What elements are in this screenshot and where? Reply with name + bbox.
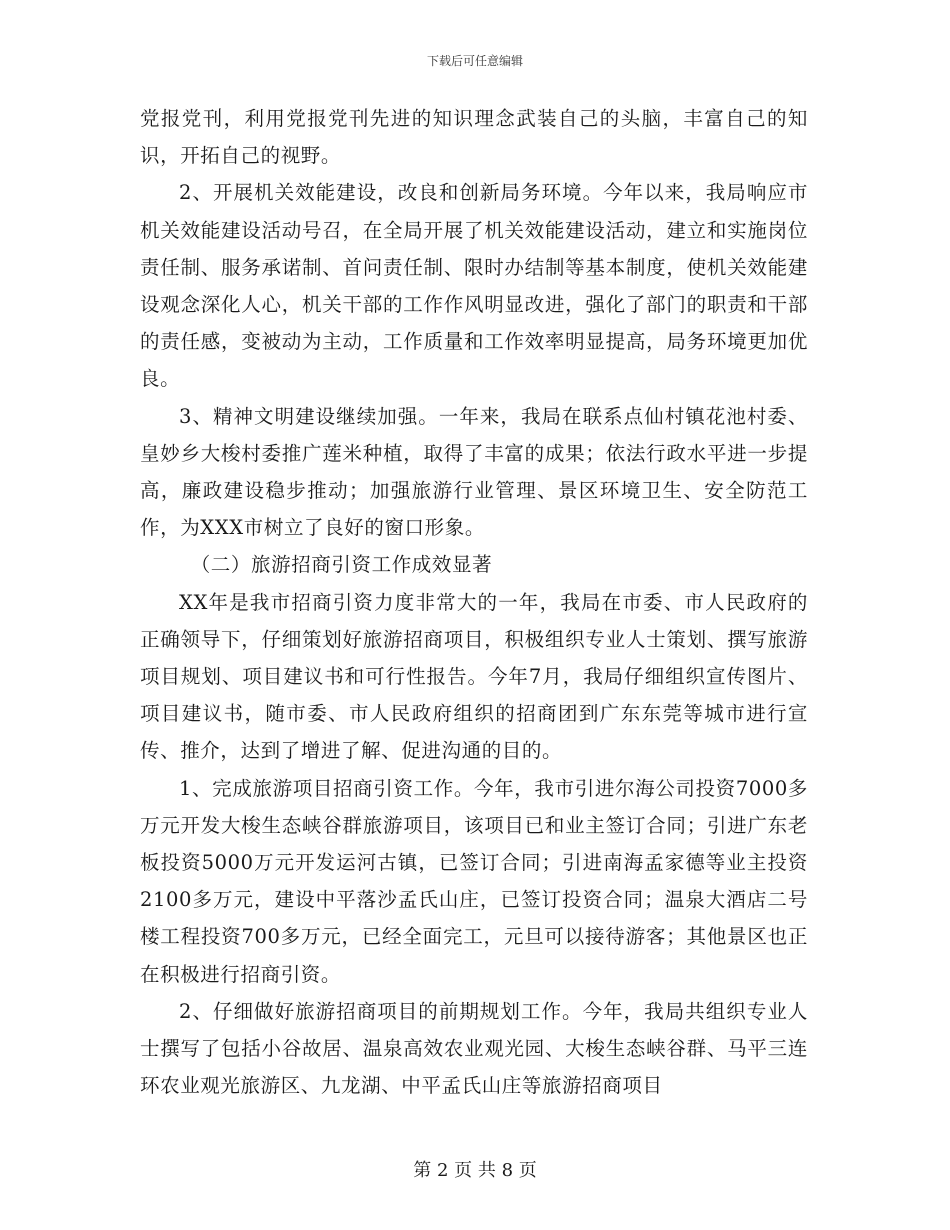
document-body	[140, 100, 808, 1104]
paragraph-investment-projects: 1、完成旅游项目招商引资工作。今年，我市引进尔海公司投资7000多万元开发大梭生态峡谷群旅游项目，该项目已和业主签订合同；引进广东老板投资5000万元开发运河古镇，已签订合同；引进南海孟家德等业主投资2100多万元，建设中平落沙孟氏山庄，已签订投资合同；温泉大酒店二号楼工程投资700多万元，已经全面完工，元旦可以接待游客；其他景区也正在积极进行招商引资。	[140, 776, 808, 986]
paragraph-planning: 2、仔细做好旅游招商项目的前期规划工作。今年，我局共组织专业人士撰写了包括小谷故居、温泉高效农业观光园、大梭生态峡谷群、马平三连环农业观光旅游区、九龙湖、中平孟氏山庄等旅游招商项目	[140, 999, 808, 1098]
section-heading: （二）旅游招商引资工作成效显著	[190, 553, 493, 577]
paragraph-investment-intro: XX年是我市招商引资力度非常大的一年，我局在市委、市人民政府的正确领导下，仔细策划好旅游招商项目，积极组织专业人士策划、撰写旅游项目规划、项目建议书和可行性报告。今年7月，我局仔细组织宣传图片、项目建议书，随市委、市人民政府组织的招商团到广东东莞等城市进行宣传、推介，达到了增进了解、促进沟通的目的。	[140, 590, 808, 763]
page-footer: 第 2 页 共 8 页	[413, 1160, 537, 1181]
page-header: 下载后可任意编辑	[426, 54, 523, 68]
paragraph-continuation: 党报党刊，利用党报党刊先进的知识理念武装自己的头脑，丰富自己的知识，开拓自己的视野。	[140, 107, 808, 168]
paragraph-efficiency: 2、开展机关效能建设，改良和创新局务环境。今年以来，我局响应市机关效能建设活动号召，在全局开展了机关效能建设活动，建立和实施岗位责任制、服务承诺制、首问责任制、限时办结制等基本制度，使机关效能建设观念深化人心，机关干部的工作作风明显改进，强化了部门的职责和干部的责任感，变被动为主动，工作质量和工作效率明显提高，局务环境更加优良。	[140, 181, 808, 391]
paragraph-civilization: 3、精神文明建设继续加强。一年来，我局在联系点仙村镇花池村委、皇妙乡大梭村委推广莲米种植，取得了丰富的成果；依法行政水平进一步提高，廉政建设稳步推动；加强旅游行业管理、景区环境卫生、安全防范工作，为XXX市树立了良好的窗口形象。	[140, 404, 808, 540]
